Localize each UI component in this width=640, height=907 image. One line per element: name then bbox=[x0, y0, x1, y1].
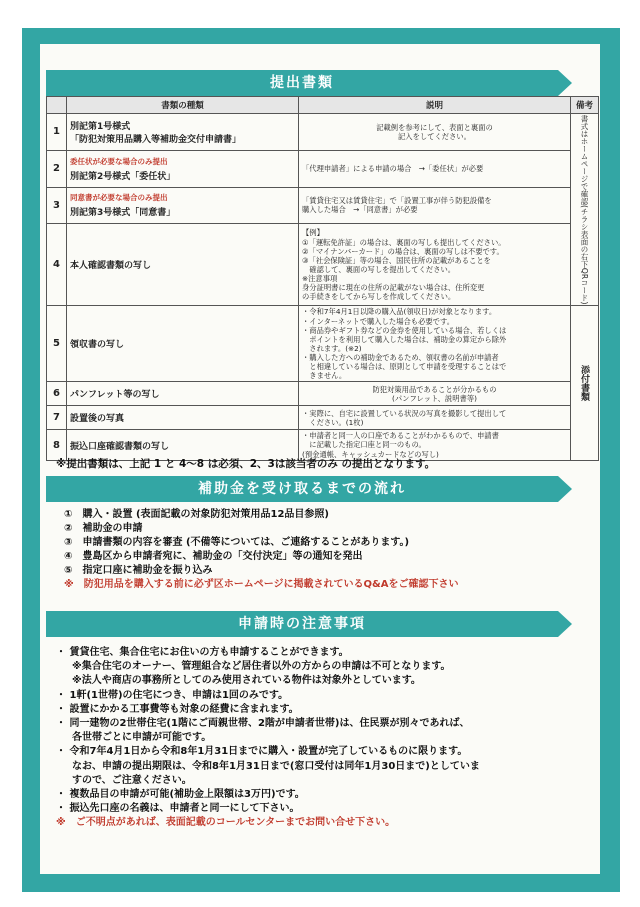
note-item: ・ 同一建物の2世帯住宅(1階にご両親世帯、2階が申請者世帯)は、住民票が別々であれば、 bbox=[56, 718, 470, 730]
doc-name: 別記第2号様式「委任状」 bbox=[70, 171, 176, 182]
doc-description: ・申請者と同一人の口座であることがわかるもので、申請書 に記載した指定口座と同一のもの。 (預金通帳、キャッシュカードなどの写し) bbox=[299, 430, 571, 460]
table-row bbox=[47, 150, 599, 187]
doc-description: 防犯対策用品であることが分かるもの (パンフレット、説明書等) bbox=[299, 382, 571, 406]
row-number: 5 bbox=[47, 306, 67, 382]
doc-description: 「代理申請者」による申請の場合 →「委任状」が必要 bbox=[299, 150, 571, 187]
note-item: すので、ご注意ください。 bbox=[72, 774, 192, 786]
doc-name: 領収書の写し bbox=[67, 306, 299, 382]
doc-description: 【例】 ①「運転免許証」の場合は、裏面の写しも提出してください。 ②「マイナンバーカード」の場合は、裏面の写しは不要です。 ③「社会保険証」等の場合、国民住所の記載があることを 確認して、裏面の写しを提出してください。 ※注意事項 身分証明書に現在の住所の記載がない場合は、住所変更 の手続きをしてから写しを作成してください。 bbox=[299, 224, 571, 306]
row-number: 6 bbox=[47, 382, 67, 406]
notes-list bbox=[56, 646, 596, 831]
flow-step: ⑤ 指定口座に補助金を振り込み bbox=[64, 565, 213, 576]
header-remarks: 備考 bbox=[571, 97, 599, 114]
doc-name: 別記第1号様式 「防犯対策用品購入等補助金交付申請書」 bbox=[67, 114, 299, 151]
table-row bbox=[47, 382, 599, 406]
table-row bbox=[47, 114, 599, 151]
header-blank bbox=[47, 97, 67, 114]
remarks-attached-docs: 添付書類 bbox=[571, 306, 599, 460]
flow-step: ④ 豊島区から申請者宛に、補助金の「交付決定」等の通知を発出 bbox=[64, 551, 363, 562]
doc-name: 設置後の写真 bbox=[67, 406, 299, 430]
flow-step: ② 補助金の申請 bbox=[64, 523, 143, 534]
documents-summary: ※提出書類は、上記 1 と 4〜8 は必須、2、3は該当者のみ の提出となります。 bbox=[56, 458, 436, 470]
row-number: 3 bbox=[47, 187, 67, 224]
note-contact: ※ ご不明点があれば、表面記載のコールセンターまでお問い合せ下さい。 bbox=[56, 817, 396, 829]
row-number: 8 bbox=[47, 430, 67, 460]
row-number: 2 bbox=[47, 150, 67, 187]
doc-name: 振込口座確認書類の写し bbox=[67, 430, 299, 460]
section-title-notes: 申請時の注意事項 bbox=[46, 611, 558, 637]
flow-warning: ※ 防犯用品を購入する前に必ず区ホームページに掲載されているQ&Aをご確認下さい bbox=[64, 579, 459, 590]
note-item: ※集合住宅のオーナー、管理組合など居住者以外の方からの申請は不可となります。 bbox=[72, 661, 451, 673]
doc-name: 別記第3号様式「同意書」 bbox=[70, 208, 176, 219]
row-number: 7 bbox=[47, 406, 67, 430]
doc-description: 記載例を参考にして、表面と裏面の 記入をしてください。 bbox=[299, 114, 571, 151]
note-item: ・ 振込先口座の名義は、申請者と同一にして下さい。 bbox=[56, 803, 300, 815]
table-row bbox=[47, 306, 599, 382]
row-number: 4 bbox=[47, 224, 67, 306]
header-doc-type: 書類の種類 bbox=[67, 97, 299, 114]
header-description: 説明 bbox=[299, 97, 571, 114]
flow-list bbox=[64, 508, 458, 592]
note-item: ・ 複数品目の申請が可能(補助金上限額は3万円)です。 bbox=[56, 789, 305, 801]
note-item: ・ 令和7年4月1日から令和8年1月31日までに購入・設置が完了しているものに限ります。 bbox=[56, 746, 468, 758]
doc-description: ・実際に、自宅に設置している状況の写真を撮影して提出して ください。(1枚) bbox=[299, 406, 571, 430]
note-item: ※法人や商店の事務所としてのみ使用されている物件は対象外としています。 bbox=[72, 675, 421, 687]
note-item: なお、申請の提出期限は、令和8年1月31日まで(窓口受付は同年1月30日まで)としていま bbox=[72, 760, 480, 772]
row-number: 1 bbox=[47, 114, 67, 151]
note-item: 各世帯ごとに申請が可能です。 bbox=[72, 732, 212, 744]
conditional-note: 委任状が必要な場合のみ提出 bbox=[70, 156, 168, 166]
section-title-flow: 補助金を受け取るまでの流れ bbox=[46, 476, 558, 502]
note-item: ・ 設置にかかる工事費等も対象の経費に含まれます。 bbox=[56, 703, 299, 715]
note-item: ・ 賃貸住宅、集合住宅にお住いの方も申請することができます。 bbox=[56, 647, 349, 658]
flow-step: ① 購入・設置 (表面記載の対象防犯対策用品12品目参照) bbox=[64, 509, 330, 520]
doc-description: ・令和7年4月1日以降の購入品(領収日)が対象となります。 ・インターネットで購入した場合も必要です。 ・商品券やギフト券などの金券を使用している場合、若しくは ポイントを利用して購入した場合は、補助金の算定から除外 されます。(※2) ・購入した方への補助金であるため、領収書の名前が申請者 と相違している場合は、原則として申請を受理することはで きません。 bbox=[299, 306, 571, 382]
doc-name: パンフレット等の写し bbox=[67, 382, 299, 406]
note-item: ・ 1軒(1世帯)の住宅につき、申請は1回のみです。 bbox=[56, 689, 289, 701]
documents-table bbox=[46, 96, 599, 461]
table-row bbox=[47, 224, 599, 306]
flow-step: ③ 申請書類の内容を審査 (不備等については、ご連絡することがあります。) bbox=[64, 537, 410, 548]
table-row bbox=[47, 187, 599, 224]
remarks-format-note: 書式はホームページで確認(チラシ表面の右下QRコード) bbox=[571, 114, 599, 306]
doc-description: 「賃貸住宅又は賃貸住宅」で「設置工事が伴う防犯設備を 購入した場合 →「同意書」が必要 bbox=[299, 187, 571, 224]
conditional-note: 同意書が必要な場合のみ提出 bbox=[70, 193, 168, 203]
section-title-documents: 提出書類 bbox=[46, 70, 558, 96]
table-row bbox=[47, 406, 599, 430]
doc-name: 本人確認書類の写し bbox=[67, 224, 299, 306]
